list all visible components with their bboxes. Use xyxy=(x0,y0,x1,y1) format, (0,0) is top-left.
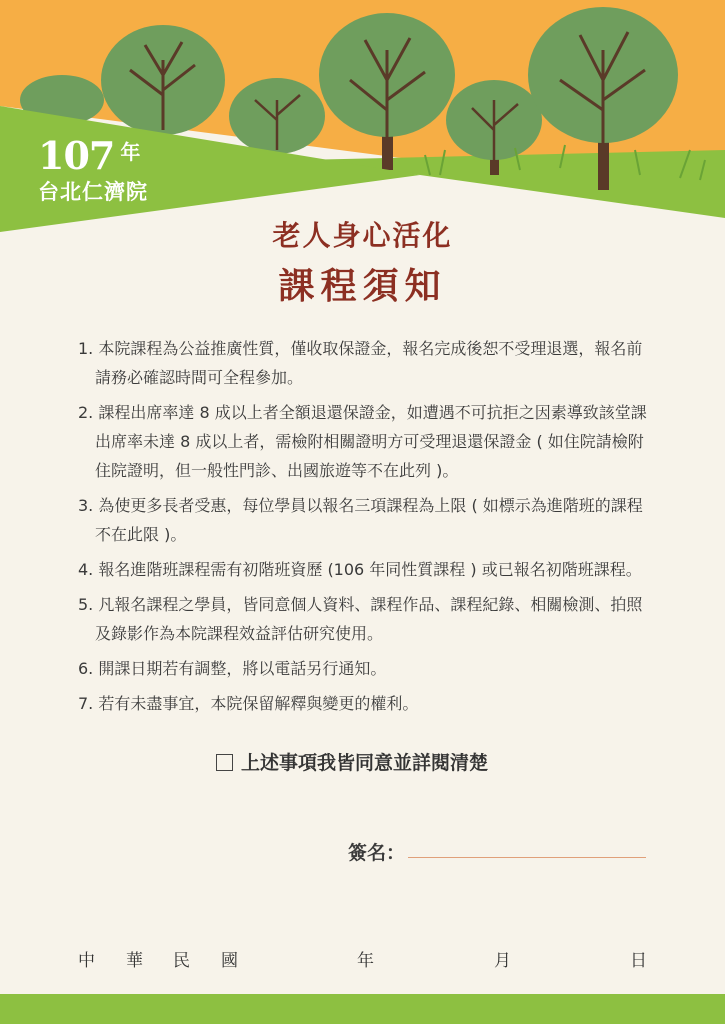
organization-name: 台北仁濟院 xyxy=(38,180,148,204)
date-era-char: 華 xyxy=(126,951,143,971)
date-day-label: 日 xyxy=(630,951,647,971)
rules-list xyxy=(78,334,650,724)
page-title-line1: 老人身心活化 xyxy=(272,219,453,252)
agreement-row xyxy=(216,748,488,775)
agreement-label: 上述事項我皆同意並詳閱清楚 xyxy=(241,752,489,774)
header-year-org xyxy=(38,133,148,206)
rule-item: 6. 開課日期若有調整，將以電話另行通知。 xyxy=(78,659,387,678)
year-unit: 年 xyxy=(120,140,141,164)
rule-item: 4. 報名進階班課程需有初階班資歷 (106 年同性質課程 ) 或已報名初階班課程。 xyxy=(78,560,642,579)
rule-item: 2. 課程出席率達 8 成以上者全額退還保證金，如遭遇不可抗拒之因素導致該堂課出席率未達 8 成以上者，需檢附相關證明方可受理退還保證金 ( 如住院請檢附住院證明，但一般性門診、出國旅遊等不在此列 )。 xyxy=(78,403,647,480)
date-era-char: 中 xyxy=(78,951,95,971)
date-era-char: 民 xyxy=(173,951,190,971)
date-year-label: 年 xyxy=(357,951,374,971)
page-title-line2: 課程須知 xyxy=(278,265,447,307)
date-era-char: 國 xyxy=(221,951,238,971)
agreement-checkbox[interactable] xyxy=(216,754,233,771)
signature-label: 簽名： xyxy=(348,842,406,864)
year-number: 107 xyxy=(38,133,115,178)
rule-item: 7. 若有未盡事宜，本院保留解釋與變更的權利。 xyxy=(78,694,419,713)
footer-bar xyxy=(0,994,725,1024)
rule-item: 5. 凡報名課程之學員，皆同意個人資料、課程作品、課程紀錄、相關檢測、拍照及錄影作為本院課程效益評估研究使用。 xyxy=(78,595,643,643)
rule-item: 3. 為使更多長者受惠，每位學員以報名三項課程為上限 ( 如標示為進階班的課程不在此限 )。 xyxy=(78,496,643,544)
rule-item: 1. 本院課程為公益推廣性質，僅收取保證金，報名完成後恕不受理退選，報名前請務必確認時間可全程參加。 xyxy=(78,339,643,387)
signature-line[interactable] xyxy=(408,857,646,858)
date-month-label: 月 xyxy=(494,951,511,971)
